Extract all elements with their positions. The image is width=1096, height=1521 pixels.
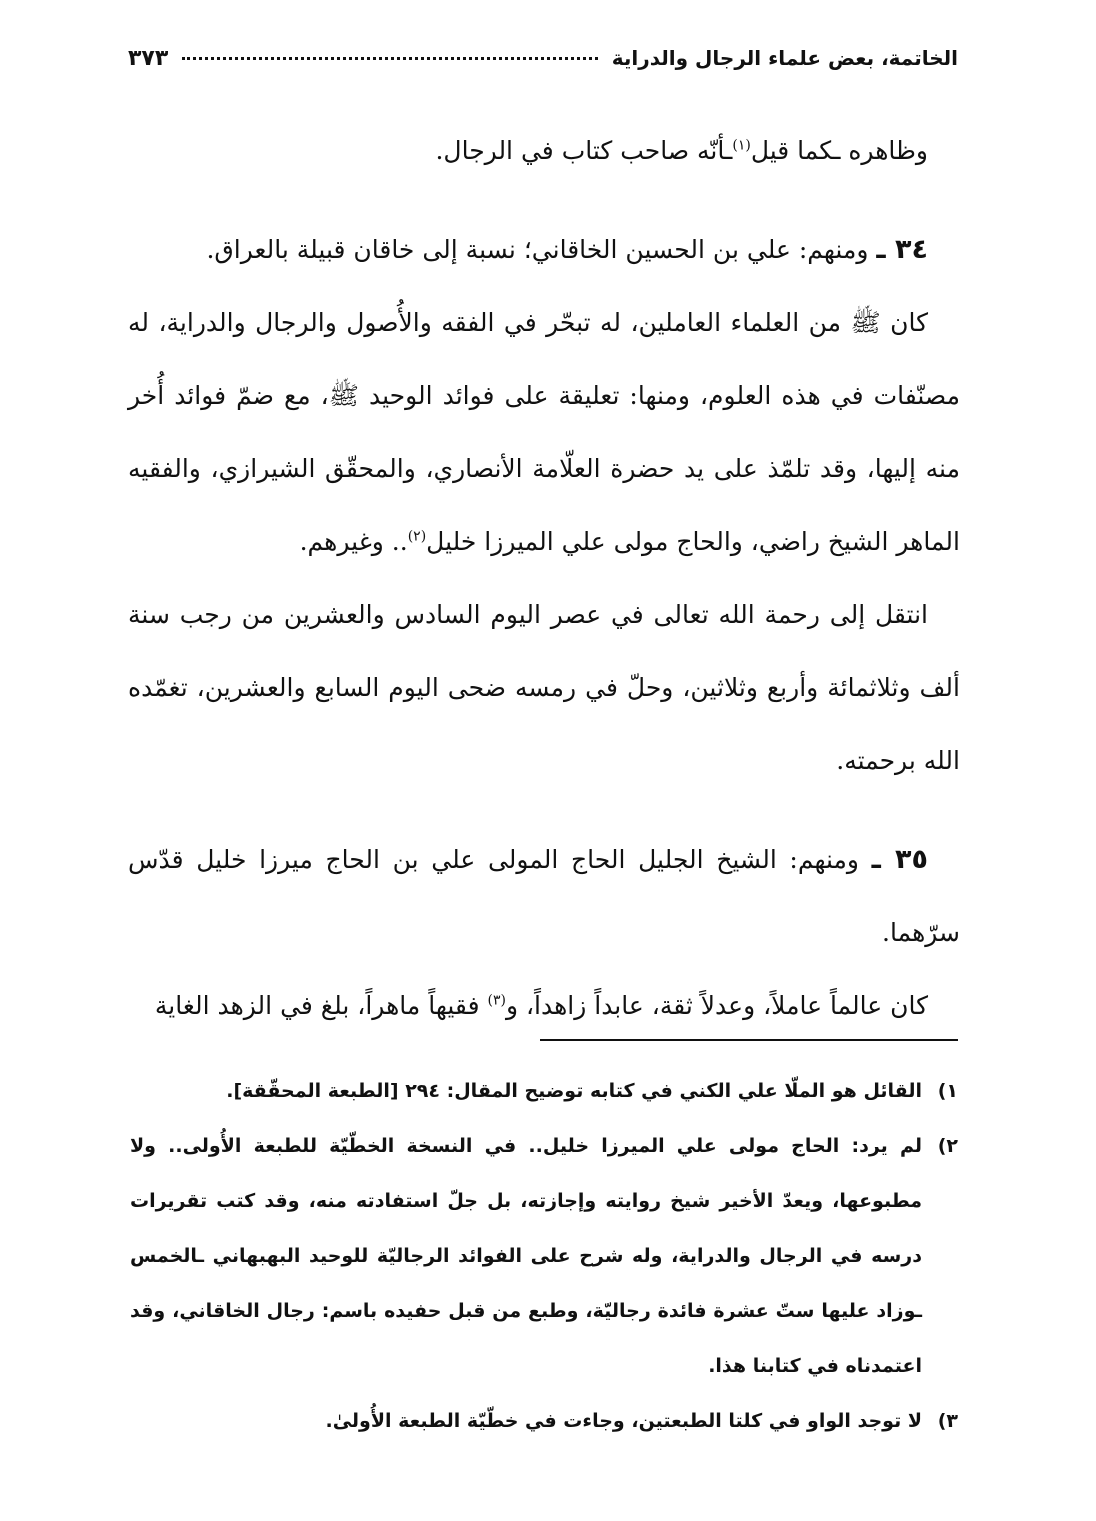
main-text	[128, 114, 960, 1042]
footnote-ref-1: (١)	[732, 137, 751, 154]
footnote-1-text: القائل هو الملّا علي الكني في كتابه توضيح المقال: ٢٩٤ [الطبعة المحقّقة].	[226, 1080, 922, 1102]
entry-35-heading	[128, 823, 960, 969]
paragraph-1-text-b: ـأنّه صاحب كتاب في الرجال.	[435, 136, 733, 165]
entry-34-number: ٣٤ ـ	[876, 234, 928, 265]
footnote-separator	[540, 1039, 958, 1041]
paragraph-6-text-b: فقيهاً ماهراً، بلغ في الزهد الغاية	[154, 991, 488, 1020]
entry-35-title: ومنهم: الشيخ الجليل الحاج المولى علي بن الحاج ميرزا خليل قدّس سرّهما.	[128, 845, 960, 947]
paragraph-1	[128, 114, 960, 187]
footnote-3-text: لا توجد الواو في كلتا الطبعتين، وجاءت في خطّيّة الطبعة الأُولىٰ.	[325, 1410, 922, 1432]
paragraph-1-text-a: وظاهره ـكما قيل	[750, 136, 928, 165]
entry-35-number: ٣٥ ـ	[871, 844, 928, 875]
paragraph-6-text-a: كان عالماً عاملاً، وعدلاً ثقة، عابداً زاهداً، و	[505, 991, 928, 1020]
footnote-3	[130, 1394, 958, 1449]
footnote-2-text: لم يرد: الحاج مولى علي الميرزا خليل.. في النسخة الخطّيّة للطبعة الأُولى.. ولا مطبوعها، ويعدّ الأخير شيخ روايته وإجازته، بل جلّ استفادته منه، وقد كتب تقريرات درسه في الرجال والدراية، وله شرح على الفوائد الرجاليّة للوحيد البهبهاني ـالخمس ـوزاد عليها ستّ عشرة فائدة رجاليّة، وطبع من قبل حفيده باسم: رجال الخاقاني، وقد اعتمدناه في كتابنا هذا.	[130, 1135, 922, 1377]
footnote-ref-2: (٢)	[407, 528, 427, 545]
footnote-1	[130, 1064, 958, 1119]
footnote-ref-3: (٣)	[487, 992, 506, 1009]
leader-dots	[182, 57, 597, 60]
page-number: ٣٧٣	[128, 45, 169, 71]
entry-34-title: ومنهم: علي بن الحسين الخاقاني؛ نسبة إلى خاقان قبيلة بالعراق.	[206, 235, 869, 264]
entry-34-heading	[128, 213, 960, 286]
footnote-2	[130, 1119, 958, 1394]
footnote-3-mark: ٣)	[937, 1410, 958, 1432]
paragraph-4: انتقل إلى رحمة الله تعالى في عصر اليوم السادس والعشرين من رجب سنة ألف وثلاثمائة وأربع وثلاثين، وحلّ في رمسه ضحى اليوم السابع والعشرين، تغمّده الله برحمته.	[128, 600, 960, 775]
paragraph-3-text-a: كان ﷺ من العلماء العاملين، له تبحّر في الفقه والأُصول والرجال والدراية، له مصنّفات في هذه العلوم، ومنها: تعليقة على فوائد الوحيد ﷺ، مع ضمّ فوائد أُخر منه إليها، وقد تلمّذ على يد حضرة العلّامة الأنصاري، والمحقّق الشيرازي، والفقيه الماهر الشيخ راضي، والحاج مولى علي الميرزا خليل	[128, 308, 960, 556]
paragraph-6	[128, 969, 960, 1042]
footnote-2-mark: ٢)	[937, 1135, 958, 1157]
footnote-1-mark: ١)	[937, 1080, 958, 1102]
paragraph-3-text-b: .. وغيرهم.	[299, 527, 408, 556]
paragraph-3	[128, 286, 960, 578]
running-header	[128, 38, 958, 78]
running-title: الخاتمة، بعض علماء الرجال والدراية	[611, 46, 958, 70]
footnotes	[130, 1064, 958, 1449]
